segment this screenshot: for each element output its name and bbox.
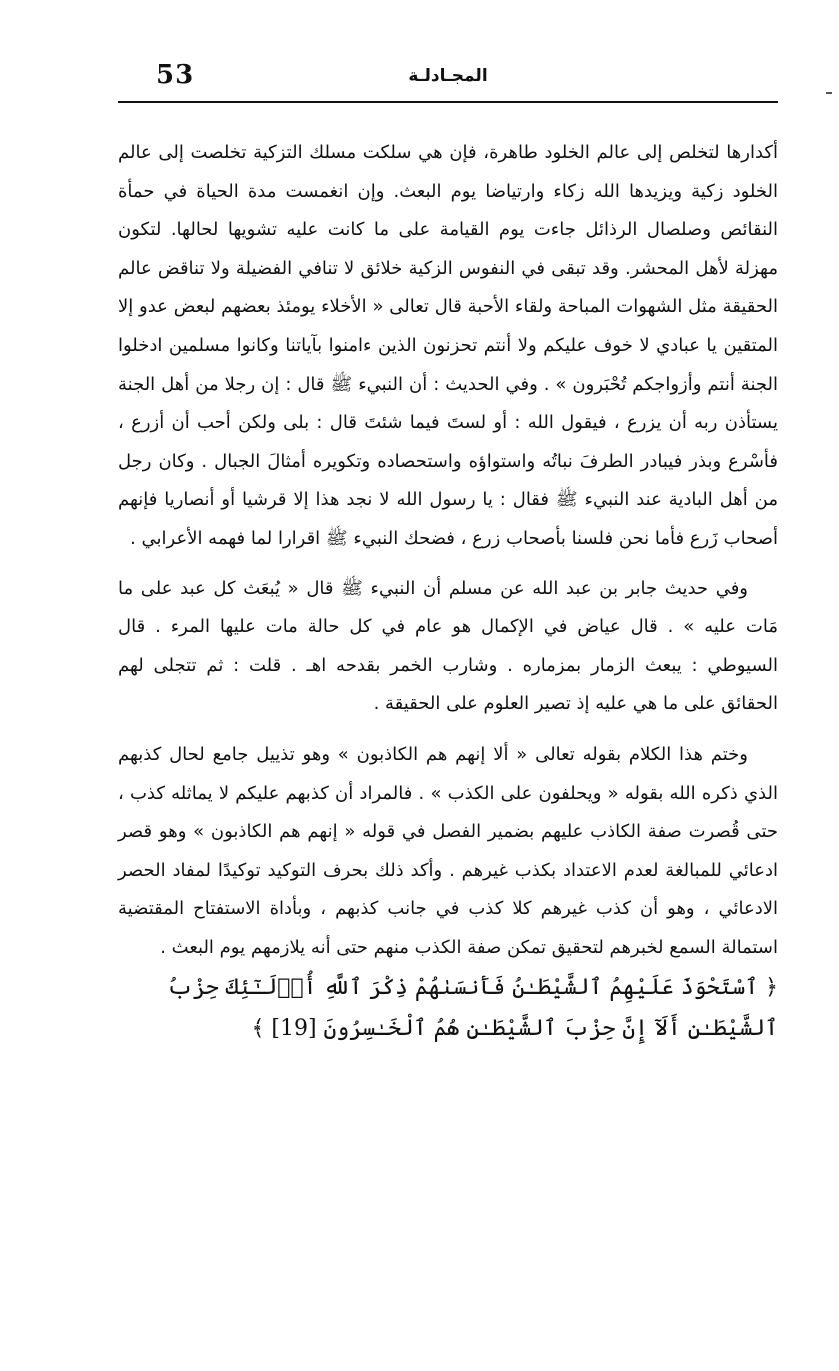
header-divider xyxy=(118,101,778,103)
margin-mark xyxy=(826,92,832,94)
paragraph-3: وختم هذا الكلام بقوله تعالى « ألا إنهم هم الكاذبون » وهو تذييل جامع لحال كذبهم الذي ذكره الله بقوله « ويحلفون على الكذب » . فالمراد أن كذبهم عليكم لا يماثله كذب ، حتى قُصرت صفة الكاذب عليهم بضمير الفصل في قوله « إنهم هم الكاذبون » وهو قصر ادعائي للمبالغة لعدم الاعتداد بكذب غيرهم . وأكد ذلك بحرف التوكيد توكيدًا لمفاد الحصر الادعائي ، وهو أن كذب غيرهم كلا كذب في جانب كذبهم ، وبأداة الاستفتاح المقتضية استمالة السمع لخبرهم لتحقيق تمكن صفة الكذب منهم حتى أنه يلازمهم يوم البعث . xyxy=(118,743,778,958)
main-text xyxy=(118,134,778,1049)
quran-verse: ﴿ ٱسْتَحْوَذَ عَلَيْهِمُ ٱلشَّيْطَـٰنُ فَأَنسَىٰهُمْ ذِكْرَ ٱللَّهِ أُو۟لَـٰٓئِكَ حِزْبُ ٱلشَّيْطَـٰنِ أَلَآ إِنَّ حِزْبَ ٱلشَّيْطَـٰنِ هُمُ ٱلْخَـٰسِرُونَ [19] ﴾ xyxy=(167,975,778,1042)
paragraph-1: أكدارها لتخلص إلى عالم الخلود طاهرة، فإن هي سلكت مسلك التزكية تخلصت إلى عالم الخلود زكية ويزيدها الله زكاء وارتياضا يوم البعث. وإن انغمست مدة الحياة في حمأة النقائص وصلصال الرذائل جاءت يوم القيامة على ما كانت عليه تشويها لحالها. لتكون مهزلة لأهل المحشر. وقد تبقى في النفوس الزكية خلائق لا تنافي الفضيلة ولا تناقض عالم الحقيقة مثل الشهوات المباحة ولقاء الأحبة قال تعالى « الأخلاء يومئذ بعضهم لبعض عدو إلا المتقين يا عبادي لا خوف عليكم ولا أنتم تحزنون الذين ءامنوا بآياتنا وكانوا مسلمين ادخلوا الجنة أنتم وأزواجكم تُحْبَرون » . وفي الحديث : أن النبيء ﷺ قال : إن رجلا من أهل الجنة يستأذن ربه أن يزرع ، فيقول الله : أو لستَ فيما شئتَ قال : بلى ولكن أحب أن أزرع ، فأسْرع وبذر فيبادر الطرفَ نباتُه واستواؤه واستحصاده وتكويره أمثالَ الجبال . وكان رجل من أهل البادية عند النبيء ﷺ فقال : يا رسول الله لا نجد هذا إلا قرشيا أو أنصاريا فإنهم أصحاب زَرع فأما نحن فلسنا بأصحاب زرع ، فضحك النبيء ﷺ اقرارا لما فهمه الأعرابي . xyxy=(118,142,778,549)
running-header xyxy=(118,56,778,102)
paragraph-2: وفي حديث جابر بن عبد الله عن مسلم أن النبيء ﷺ قال « يُبعَث كل عبد على ما مَات عليه » . قال عياض في الإكمال هو عام في كل حالة مات عليها المرء . قال السيوطي : يبعث الزمار بمزماره . وشارب الخمر بقدحه اهـ . قلت : ثم تتجلى لهم الحقائق على ما هي عليه إذ تصير العلوم على الحقيقة . xyxy=(118,577,778,715)
page-number: 53 xyxy=(156,60,195,90)
chapter-title: المجـادلـة xyxy=(408,66,488,86)
